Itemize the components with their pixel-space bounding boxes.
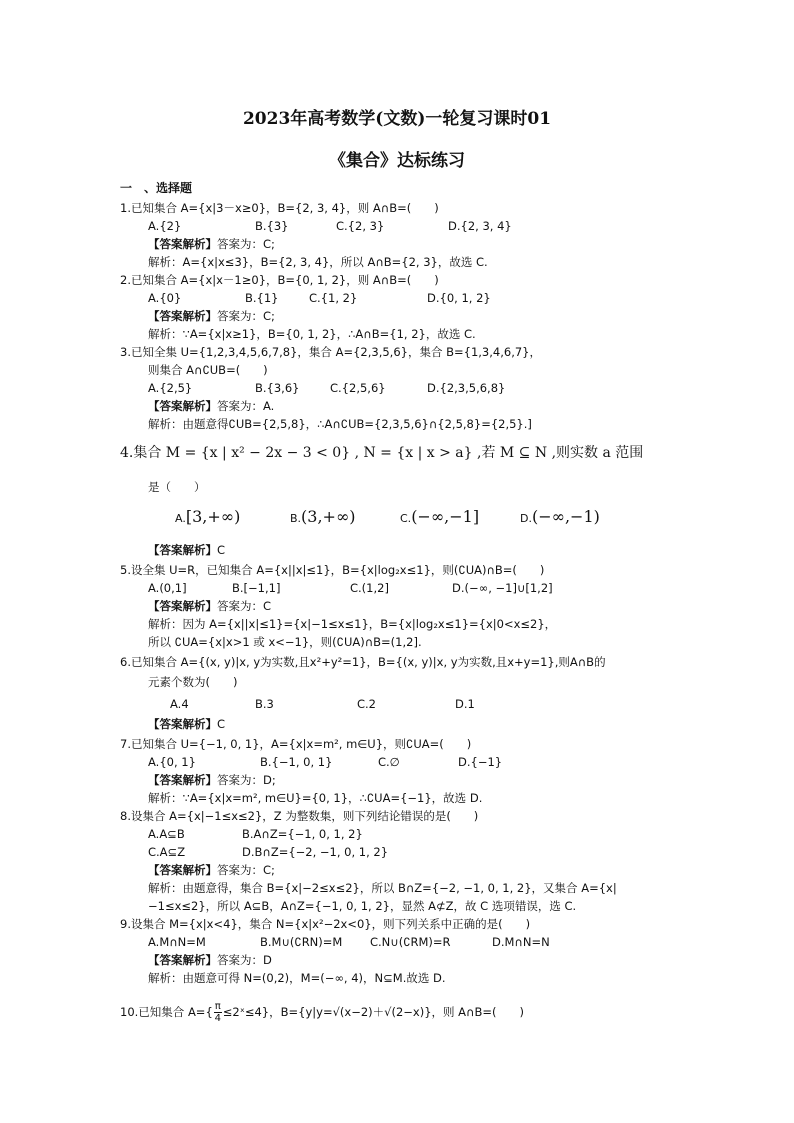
question-6-option-a: A.4 — [170, 697, 189, 711]
question-3-option-c: C.{2,5,6} — [330, 381, 386, 395]
question-8-option-b: B.A∩Z={−1, 0, 1, 2} — [242, 827, 363, 841]
answer-label: 【答案解析】 — [148, 953, 217, 967]
question-5-option-b: B.[−1,1] — [232, 581, 281, 595]
question-6-stem-continued: 元素个数为( ) — [148, 675, 238, 689]
question-10-stem-start: 10.已知集合 A={ — [120, 1005, 213, 1019]
question-2-stem: 2.已知集合 A={x|x－1≥0}，B={0, 1, 2}，则 A∩B=( ) — [120, 273, 439, 287]
question-6-option-c: C.2 — [357, 697, 377, 711]
question-10-stem — [120, 1001, 524, 1024]
answer-label: 【答案解析】 — [148, 237, 217, 251]
answer-text: 答案为：D; — [217, 773, 276, 787]
question-9-option-a: A.M∩N=M — [148, 935, 206, 949]
question-8-option-d: D.B∩Z={−2, −1, 0, 1, 2} — [242, 845, 389, 859]
fraction — [214, 1001, 222, 1024]
question-6-answer — [148, 717, 225, 731]
answer-label: 【答案解析】 — [148, 717, 217, 731]
question-2-option-c: C.{1, 2} — [309, 291, 358, 305]
question-9-answer — [148, 953, 272, 967]
answer-text: 答案为：C; — [217, 863, 275, 877]
question-6-option-b: B.3 — [255, 697, 274, 711]
question-1-option-c: C.{2, 3} — [336, 219, 385, 233]
question-7-option-d: D.{−1} — [458, 755, 503, 769]
question-10-stem-end: ≤2ˣ≤4}，B={y|y=√(x−2)＋√(2−x)}，则 A∩B=( ) — [222, 1005, 524, 1019]
document-title: 2023年高考数学(文数)一轮复习课时01 — [242, 109, 552, 129]
answer-text: 答案为：D — [217, 953, 272, 967]
question-4-answer — [148, 543, 225, 557]
fraction-numerator: π — [214, 1001, 221, 1012]
question-7-option-b: B.{−1, 0, 1} — [260, 755, 333, 769]
question-7-option-c: C.∅ — [378, 755, 400, 769]
answer-text: C — [217, 717, 226, 731]
question-7-option-a: A.{0, 1} — [148, 755, 196, 769]
question-2-option-b: B.{1} — [245, 291, 279, 305]
answer-label: 【答案解析】 — [148, 773, 217, 787]
question-1-option-b: B.{3} — [255, 219, 289, 233]
question-9-explanation: 解析：由题意可得 N=(0,2)，M=(−∞, 4)，N⊆M.故选 D. — [148, 971, 446, 985]
question-8-answer — [148, 863, 275, 877]
question-5-stem: 5.设全集 U=R，已知集合 A={x||x|≤1}，B={x|log₂x≤1}，则(∁UA)∩B=( ) — [120, 563, 545, 577]
question-3-stem-continued: 则集合 A∩∁UB=( ) — [148, 363, 268, 377]
answer-label: 【答案解析】 — [148, 543, 217, 557]
answer-label: 【答案解析】 — [148, 399, 217, 413]
question-3-option-a: A.{2,5} — [148, 381, 193, 395]
question-5-option-a: A.(0,1] — [148, 581, 187, 595]
question-7-answer — [148, 773, 276, 787]
question-3-option-b: B.{3,6} — [255, 381, 300, 395]
question-6-stem: 6.已知集合 A={(x, y)|x, y为实数,且x²+y²=1}，B={(x, y)|x, y为实数,且x+y=1},则A∩B的 — [120, 655, 606, 669]
answer-label: 【答案解析】 — [148, 599, 217, 613]
answer-text: 答案为：A. — [217, 399, 275, 413]
section-heading: 一 、选择题 — [120, 181, 193, 195]
question-4-stem: 4.集合 M = {x | x² − 2x − 3 < 0} , N = {x | x > a} ,若 M ⊆ N ,则实数 a 范围 — [120, 445, 644, 461]
question-1-option-a: A.{2} — [148, 219, 182, 233]
question-2-option-d: D.{0, 1, 2} — [427, 291, 491, 305]
fraction-denominator: 4 — [214, 1013, 221, 1024]
answer-label: 【答案解析】 — [148, 863, 217, 877]
question-5-explanation: 解析：因为 A={x||x|≤1}={x|−1≤x≤1}，B={x|log₂x≤1}={x|0<x≤2}， — [148, 617, 557, 631]
question-5-option-c: C.(1,2] — [350, 581, 389, 595]
question-1-stem: 1.已知集合 A={x|3－x≥0}，B={2, 3, 4}，则 A∩B=( ) — [120, 201, 439, 215]
question-3-option-d: D.{2,3,5,6,8} — [427, 381, 506, 395]
document-subtitle: 《集合》达标练习 — [329, 151, 465, 171]
question-2-option-a: A.{0} — [148, 291, 182, 305]
question-8-explanation: 解析：由题意得，集合 B={x|−2≤x≤2}，所以 B∩Z={−2, −1, 0, 1, 2}，又集合 A={x| — [148, 881, 617, 895]
question-6-option-d: D.1 — [455, 697, 475, 711]
question-9-option-c: C.N∪(∁RM)=R — [370, 935, 451, 949]
question-1-option-d: D.{2, 3, 4} — [448, 219, 512, 233]
question-5-answer — [148, 599, 271, 613]
answer-label: 【答案解析】 — [148, 309, 217, 323]
question-7-stem: 7.已知集合 U={−1, 0, 1}，A={x|x=m², m∈U}，则∁UA=( ) — [120, 737, 472, 751]
question-7-explanation: 解析：∵A={x|x=m², m∈U}={0, 1}，∴∁UA={−1}，故选 D. — [148, 791, 483, 805]
question-2-answer — [148, 309, 275, 323]
question-1-answer — [148, 237, 275, 251]
question-8-stem: 8.设集合 A={x|−1≤x≤2}，Z 为整数集，则下列结论错误的是( ) — [120, 809, 479, 823]
question-1-explanation: 解析：A={x|x≤3}，B={2, 3, 4}，所以 A∩B={2, 3}，故选 C. — [148, 255, 488, 269]
question-8-option-c: C.A⊆Z — [148, 845, 186, 859]
question-8-option-a: A.A⊆B — [148, 827, 185, 841]
question-5-explanation-continued: 所以 ∁UA={x|x>1 或 x<−1}，则(∁UA)∩B=(1,2]. — [148, 635, 422, 649]
question-3-stem: 3.已知全集 U={1,2,3,4,5,6,7,8}，集合 A={2,3,5,6}，集合 B={1,3,4,6,7}， — [120, 345, 541, 359]
question-9-option-d: D.M∩N=N — [492, 935, 550, 949]
answer-text: 答案为：C; — [217, 309, 275, 323]
question-2-explanation: 解析：∵A={x|x≥1}，B={0, 1, 2}，∴A∩B={1, 2}，故选 C. — [148, 327, 476, 341]
question-5-option-d: D.(−∞, −1]∪[1,2] — [452, 581, 553, 595]
question-9-stem: 9.设集合 M={x|x<4}，集合 N={x|x²−2x<0}，则下列关系中正确的是( ) — [120, 917, 531, 931]
answer-text: C — [217, 543, 226, 557]
question-4-stem-continued: 是（ ） — [148, 480, 206, 494]
answer-text: 答案为：C; — [217, 237, 275, 251]
question-4-option-c: C.(−∞,−1] — [400, 507, 480, 526]
question-3-explanation: 解析：由题意得∁UB={2,5,8}，∴A∩∁UB={2,3,5,6}∩{2,5,8}={2,5}.] — [148, 417, 532, 431]
question-4-option-a: A.[3,+∞) — [175, 507, 241, 526]
question-4-option-d: D.(−∞,−1) — [520, 507, 600, 526]
question-9-option-b: B.M∪(∁RN)=M — [260, 935, 343, 949]
question-8-explanation-continued: −1≤x≤2}，所以 A⊆B，A∩Z={−1, 0, 1, 2}，显然 A⊄Z，故 C 选项错误，选 C. — [148, 899, 577, 913]
answer-text: 答案为：C — [217, 599, 272, 613]
question-3-answer — [148, 399, 274, 413]
question-4-option-b: B.(3,+∞) — [290, 507, 356, 526]
